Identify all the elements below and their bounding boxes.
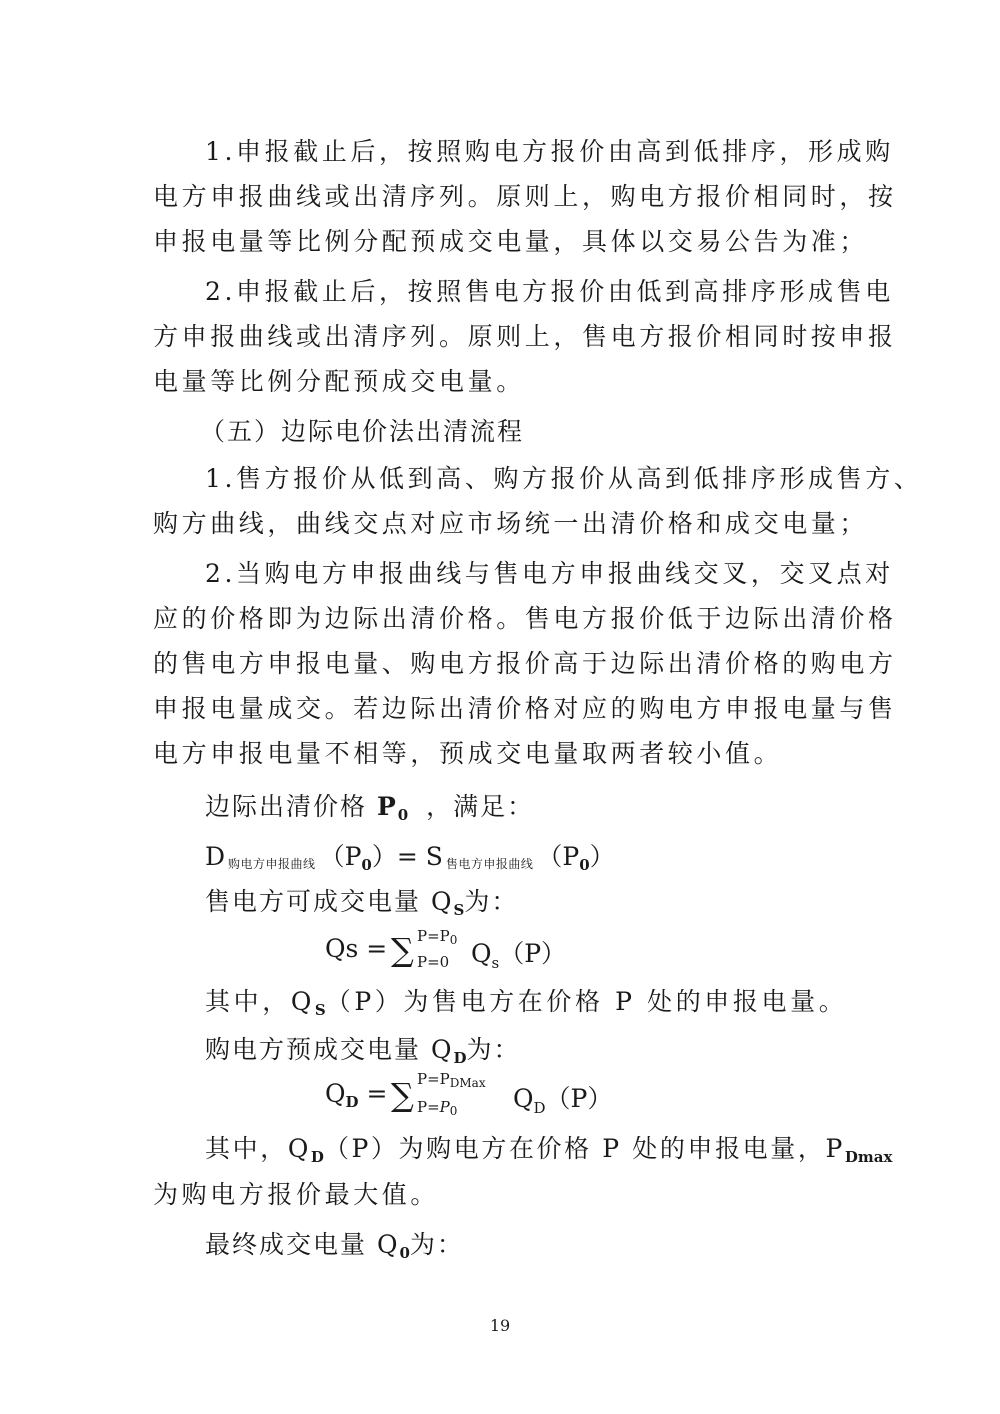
- paragraph-2-line-1: 2.申报截止后，按照售电方报价由低到高排序形成售电: [205, 277, 894, 306]
- paragraph-3-line-2: 购方曲线，曲线交点对应市场统一出清价格和成交电量；: [153, 509, 869, 538]
- qd-explain-mid: （P）为购电方在价格 P 处的申报电量，: [323, 1134, 826, 1163]
- qs-term-sub: s: [491, 954, 500, 972]
- q0-symbol: Q: [376, 1230, 400, 1259]
- clearing-price-symbol: P: [376, 792, 398, 821]
- qs-explain-tail: （P）为售电方在价格 P 处的申报电量。: [325, 987, 848, 1016]
- qd-lower-sub: 0: [449, 1104, 458, 1118]
- equation-demand-supply: [205, 840, 905, 874]
- paragraph-1-line-3: 申报电量等比例分配预成交电量，具体以交易公告为准；: [153, 227, 869, 256]
- eq1-p-sub: 0: [361, 856, 372, 874]
- qs-lower-limit: P=0: [417, 953, 450, 971]
- qs-explain-pre: 其中，: [205, 987, 291, 1016]
- paragraph-4-line-2: 应的价格即为边际出清价格。售电方报价低于边际出清价格: [153, 604, 897, 633]
- qs-sigma: ∑: [391, 931, 414, 969]
- qd-lhs-sub: D: [345, 1093, 359, 1111]
- qd-term: [513, 1079, 612, 1117]
- qs-explain-sub: S: [314, 1001, 326, 1019]
- qd-intro-text: 购电方预成交电量: [205, 1035, 422, 1064]
- paragraph-4-line-4: 申报电量成交。若边际出清价格对应的购电方申报电量与售: [153, 694, 897, 723]
- qs-formula-lhs: Qs =: [325, 934, 388, 963]
- eq1-p2-close: ）: [589, 842, 615, 871]
- paragraph-1-line-1: 1.申报截止后，按照购电方报价由高到低排序，形成购: [205, 137, 894, 166]
- qd-sub: D: [453, 1049, 467, 1067]
- qd-term-sym: Q: [513, 1084, 534, 1113]
- section-heading: （五）边际电价法出清流程: [200, 417, 525, 446]
- paragraph-4-line-5: 电方申报电量不相等，预成交电量取两者较小值。: [153, 739, 783, 768]
- qd-upper-sub: DMax: [449, 1076, 486, 1090]
- qs-upper-sub: 0: [449, 933, 458, 947]
- q0-tail: 为：: [409, 1230, 464, 1259]
- qd-explain-pre: 其中，: [205, 1134, 288, 1163]
- qd-lower-text: P=: [417, 1098, 440, 1116]
- qs-symbol: Q: [430, 887, 454, 916]
- eq1-d: D: [205, 842, 226, 871]
- qd-intro-line: [205, 1033, 905, 1067]
- clearing-price-text: 边际出清价格: [205, 792, 368, 821]
- qd-explain-sub: D: [310, 1148, 324, 1166]
- qs-upper-limit: [417, 928, 457, 948]
- qd-symbol: Q: [430, 1035, 454, 1064]
- page-number: 19: [489, 1316, 511, 1335]
- paragraph-2-line-2: 方申报曲线或出清序列。原则上，售电方报价相同时按申报: [153, 322, 897, 351]
- qd-lower-limit: [417, 1099, 457, 1119]
- qs-upper-text: P=P: [417, 927, 450, 945]
- qd-explain-p: P: [825, 1134, 845, 1163]
- eq1-p2-sub: 0: [579, 856, 590, 874]
- qd-explain-line-1: [205, 1132, 905, 1166]
- paragraph-4-line-3: 的售电方申报电量、购电方报价高于边际出清价格的购电方: [153, 649, 897, 678]
- qd-explain-line-2: 为购电方报价最大值。: [153, 1180, 440, 1209]
- qd-lhs-sym: Q: [325, 1079, 346, 1108]
- qs-term-sym: Q: [471, 939, 492, 968]
- qs-intro-line: [205, 885, 905, 919]
- q0-intro-line: [205, 1228, 905, 1262]
- eq1-p-close: ）: [371, 842, 397, 871]
- q0-sub: 0: [399, 1244, 410, 1262]
- eq1-p-open: （P: [319, 842, 362, 871]
- qs-explain-line: [205, 985, 905, 1019]
- paragraph-1-line-2: 电方申报曲线或出清序列。原则上，购电方报价相同时，按: [153, 182, 897, 211]
- qd-formula-lhs: [325, 1079, 387, 1111]
- qd-sigma: ∑: [391, 1076, 414, 1114]
- qd-lhs-eq: =: [366, 1079, 388, 1108]
- qd-tail: 为：: [466, 1035, 521, 1064]
- paragraph-3-line-1: 1.售方报价从低到高、购方报价从高到低排序形成售方、: [205, 464, 923, 493]
- qd-term-sub: D: [533, 1099, 546, 1117]
- eq1-d-sub: 购电方申报曲线: [228, 857, 316, 871]
- qs-tail: 为：: [464, 887, 519, 916]
- qs-term: [471, 934, 566, 972]
- qd-lower-p: P: [439, 1098, 450, 1116]
- clearing-price-tail: ，满足：: [426, 792, 535, 821]
- q0-intro-text: 最终成交电量: [205, 1230, 368, 1259]
- qd-upper-text: P=P: [417, 1070, 450, 1088]
- paragraph-2-line-3: 电量等比例分配预成交电量。: [153, 367, 525, 396]
- qd-formula: [325, 1065, 655, 1125]
- qd-term-arg: （P）: [545, 1084, 613, 1113]
- clearing-price-sub: 0: [397, 806, 409, 824]
- paragraph-4-line-1: 2.当购电方申报曲线与售电方申报曲线交叉，交叉点对: [205, 559, 894, 588]
- qs-sub: S: [453, 901, 465, 919]
- eq1-eq: = S: [396, 842, 443, 871]
- eq1-p2-open: （P: [537, 842, 580, 871]
- qs-explain-sym: Q: [290, 987, 315, 1016]
- qs-term-arg: （P）: [499, 939, 567, 968]
- eq1-s-sub: 售电方申报曲线: [445, 857, 534, 871]
- qs-intro-text: 售电方可成交电量: [205, 887, 422, 916]
- qd-explain-psub: Dmax: [844, 1148, 893, 1166]
- qs-formula: [325, 920, 625, 980]
- qd-upper-limit: [417, 1071, 486, 1091]
- clearing-price-line: [205, 790, 905, 824]
- qd-explain-sym: Q: [287, 1134, 311, 1163]
